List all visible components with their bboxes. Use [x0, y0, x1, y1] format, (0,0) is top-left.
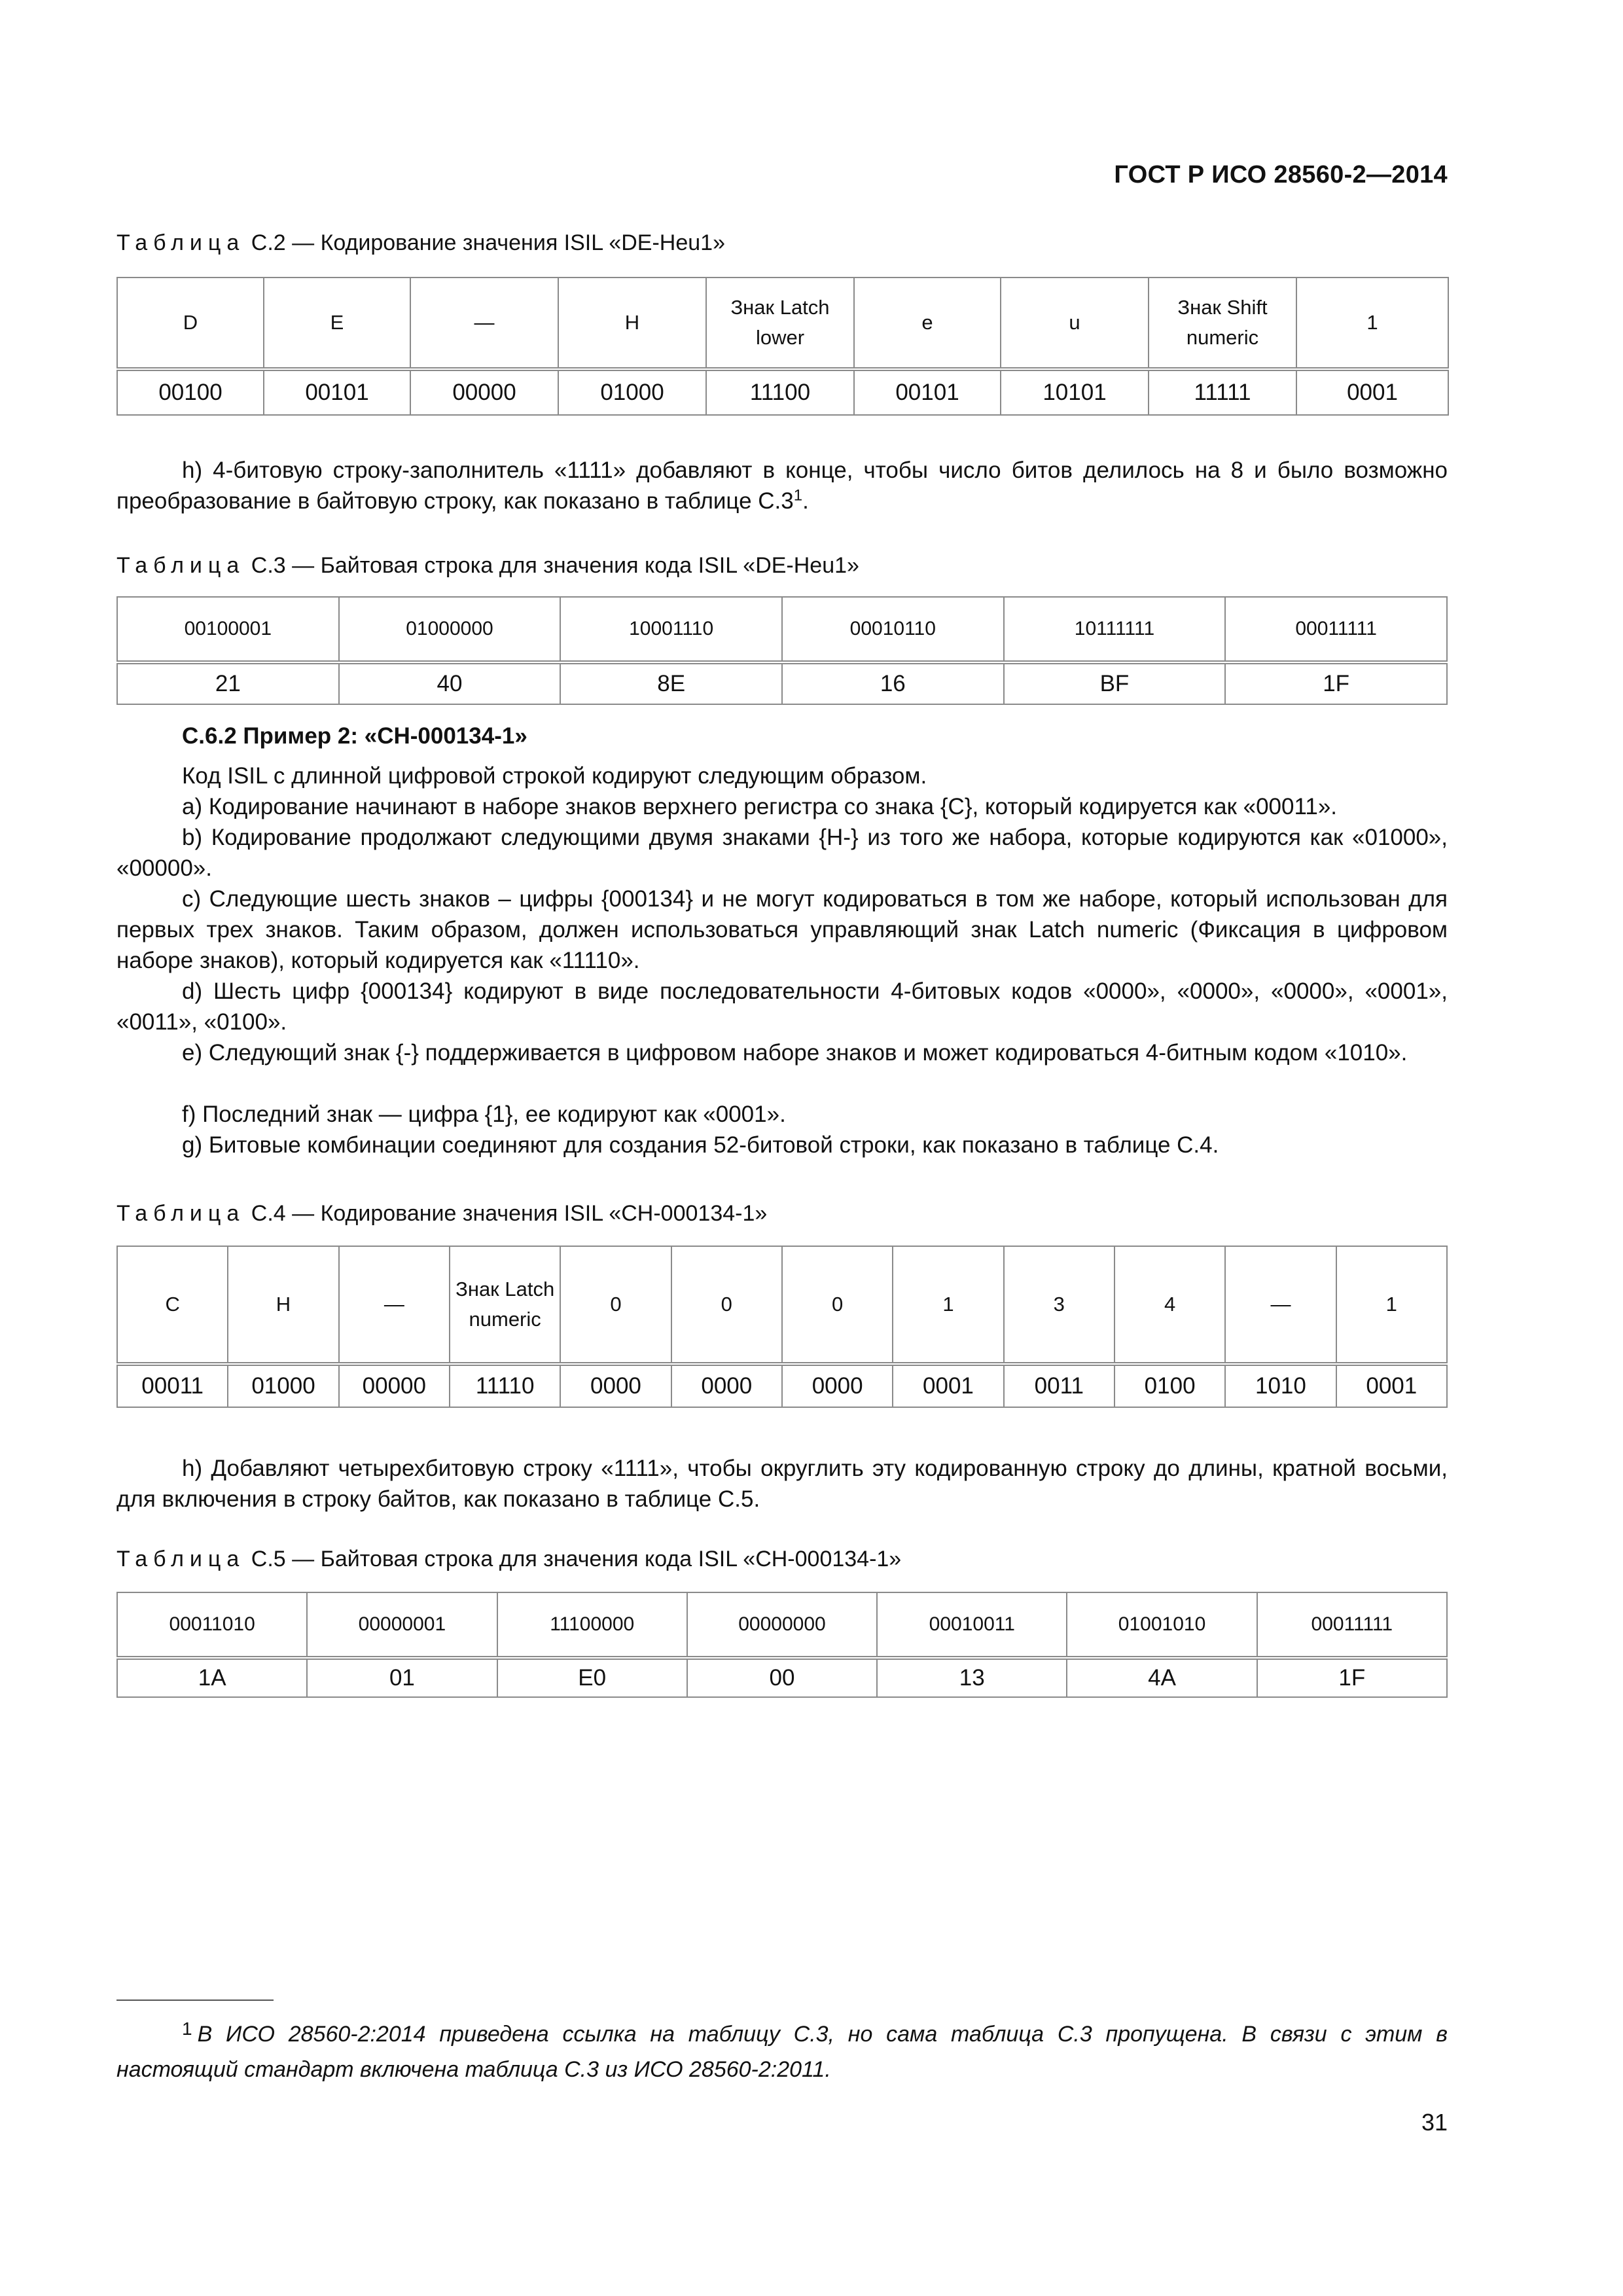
- table-header-row: [117, 597, 1447, 662]
- table-cell: 3: [1004, 1246, 1115, 1364]
- table-c3-caption: [116, 553, 859, 579]
- table-row: [117, 662, 1447, 704]
- table-cell: 11100: [706, 369, 854, 415]
- caption-text: С.3 — Байтовая строка для значения кода ISIL «DE-Heu1»: [251, 553, 859, 578]
- table-cell: 0: [671, 1246, 782, 1364]
- table-cell: 0000: [560, 1364, 671, 1407]
- table-c5: [116, 1592, 1448, 1698]
- footnote-reference: 1: [793, 486, 803, 505]
- table-cell: u: [1001, 278, 1149, 369]
- table-cell: 00000000: [687, 1592, 877, 1658]
- table-cell: 00011111: [1257, 1592, 1447, 1658]
- table-c3: [116, 596, 1448, 705]
- list-item-f: f) Последний знак — цифра {1}, ее кодируют как «0001».: [182, 1102, 786, 1127]
- table-cell: 11111: [1149, 369, 1296, 415]
- table-cell: BF: [1004, 662, 1226, 704]
- paragraph-h-padding: [116, 455, 1448, 516]
- table-cell: 16: [782, 662, 1004, 704]
- table-header-row: [117, 1246, 1447, 1364]
- table-cell: 0: [782, 1246, 893, 1364]
- table-c2: [116, 277, 1449, 416]
- table-cell: 11100000: [497, 1592, 687, 1658]
- table-cell: 10101: [1001, 369, 1149, 415]
- caption-label: Таблица: [116, 230, 245, 255]
- footnote: [116, 2017, 1448, 2087]
- table-cell: 11110: [450, 1364, 560, 1407]
- footnote-mark: 1: [182, 2018, 192, 2039]
- table-cell: Знак Latch lower: [706, 278, 854, 369]
- table-c4-caption: [116, 1201, 767, 1227]
- table-cell: 0011: [1004, 1364, 1115, 1407]
- table-cell: C: [117, 1246, 228, 1364]
- table-c5-caption: [116, 1547, 901, 1572]
- table-cell: —: [339, 1246, 450, 1364]
- table-cell: 1: [1296, 278, 1448, 369]
- table-cell: 00000001: [307, 1592, 497, 1658]
- table-cell: 00011010: [117, 1592, 307, 1658]
- table-cell: E: [264, 278, 410, 369]
- table-c4: [116, 1246, 1448, 1408]
- table-cell: E0: [497, 1658, 687, 1697]
- table-cell: 00101: [854, 369, 1001, 415]
- table-cell: 00100001: [117, 597, 339, 662]
- table-c2-caption: [116, 230, 725, 256]
- table-cell: 1F: [1225, 662, 1447, 704]
- table-cell: 01000: [228, 1364, 338, 1407]
- table-cell: 00100: [117, 369, 264, 415]
- table-cell: 00010011: [877, 1592, 1067, 1658]
- table-header-row: [117, 278, 1448, 369]
- table-cell: 1A: [117, 1658, 307, 1697]
- list-item-g: g) Битовые комбинации соединяют для создания 52-битовой строки, как показано в таблице С.4.: [182, 1132, 1219, 1158]
- table-cell: 0000: [671, 1364, 782, 1407]
- page-number: 31: [1421, 2109, 1448, 2136]
- caption-text: С.2 — Кодирование значения ISIL «DE-Heu1»: [251, 230, 725, 255]
- table-row: [117, 1364, 1447, 1407]
- table-cell: Знак Shift numeric: [1149, 278, 1296, 369]
- table-cell: D: [117, 278, 264, 369]
- caption-text: С.4 — Кодирование значения ISIL «CH-000134-1»: [251, 1201, 768, 1226]
- table-cell: 1: [893, 1246, 1003, 1364]
- table-cell: 4A: [1067, 1658, 1257, 1697]
- table-cell: 00010110: [782, 597, 1004, 662]
- table-header-row: [117, 1592, 1447, 1658]
- table-cell: 00: [687, 1658, 877, 1697]
- table-cell: 0100: [1115, 1364, 1225, 1407]
- table-cell: 0: [560, 1246, 671, 1364]
- table-cell: H: [558, 278, 706, 369]
- caption-text: С.5 — Байтовая строка для значения кода ISIL «CH-000134-1»: [251, 1547, 902, 1571]
- table-cell: 00101: [264, 369, 410, 415]
- list-item-c: c) Следующие шесть знаков – цифры {000134} и не могут кодироваться в том же наборе, который использован для первых трех знаков. Таким образом, должен использоваться управляющий знак Latch numeric (Фиксация в цифровом наборе знаков), который кодируется как «11110».: [116, 886, 1448, 973]
- caption-label: Таблица: [116, 1201, 245, 1226]
- paragraph-end: .: [802, 488, 809, 514]
- table-cell: 4: [1115, 1246, 1225, 1364]
- table-cell: 00000: [410, 369, 558, 415]
- document-header: ГОСТ Р ИСО 28560-2—2014: [1114, 161, 1448, 188]
- table-cell: 01: [307, 1658, 497, 1697]
- list-item-b: b) Кодирование продолжают следующими двумя знаками {H-} из того же набора, которые кодируются как «01000», «00000».: [116, 825, 1448, 881]
- footnote-divider: [116, 2000, 274, 2001]
- table-cell: 0001: [893, 1364, 1003, 1407]
- table-cell: 8E: [560, 662, 782, 704]
- table-cell: 0001: [1296, 369, 1448, 415]
- table-cell: 10001110: [560, 597, 782, 662]
- table-cell: Знак Latch numeric: [450, 1246, 560, 1364]
- table-cell: 0001: [1336, 1364, 1447, 1407]
- table-cell: 40: [339, 662, 561, 704]
- list-item-a: a) Кодирование начинают в наборе знаков верхнего регистра со знака {C}, который кодируется как «00011».: [182, 794, 1338, 819]
- table-cell: 00011: [117, 1364, 228, 1407]
- table-cell: 1F: [1257, 1658, 1447, 1697]
- table-cell: 01000000: [339, 597, 561, 662]
- table-cell: H: [228, 1246, 338, 1364]
- table-cell: 00011111: [1225, 597, 1447, 662]
- section-paragraph: Код ISIL с длинной цифровой строкой кодируют следующим образом.: [182, 763, 927, 789]
- table-cell: —: [410, 278, 558, 369]
- footnote-text: В ИСО 28560-2:2014 приведена ссылка на таблицу С.3, но сама таблица С.3 пропущена. В связи с этим в настоящий стандарт включена таблица С.3 из ИСО 28560-2:2011.: [116, 2022, 1448, 2082]
- table-cell: 21: [117, 662, 339, 704]
- section-title: С.6.2 Пример 2: «CH-000134-1»: [182, 723, 527, 749]
- table-cell: 01001010: [1067, 1592, 1257, 1658]
- table-row: [117, 1658, 1447, 1697]
- table-cell: 1010: [1225, 1364, 1336, 1407]
- table-cell: 13: [877, 1658, 1067, 1697]
- paragraph-text: h) 4-битовую строку-заполнитель «1111» добавляют в конце, чтобы число битов делилось на 8 и было возможно преобразование в байтовую строку, как показано в таблице С.3: [116, 457, 1448, 514]
- table-cell: 00000: [339, 1364, 450, 1407]
- paragraph-h-rounding: h) Добавляют четырехбитовую строку «1111», чтобы округлить эту кодированную строку до длины, кратной восьми, для включения в строку байтов, как показано в таблице С.5.: [116, 1456, 1448, 1512]
- table-cell: e: [854, 278, 1001, 369]
- list-item-d: d) Шесть цифр {000134} кодируют в виде последовательности 4-битовых кодов «0000», «0000», «0000», «0001», «0011», «0100».: [116, 978, 1448, 1035]
- list-item-e: e) Следующий знак {-} поддерживается в цифровом наборе знаков и может кодироваться 4-битным кодом «1010».: [182, 1040, 1408, 1066]
- table-cell: 0000: [782, 1364, 893, 1407]
- table-cell: 1: [1336, 1246, 1447, 1364]
- caption-label: Таблица: [116, 1547, 245, 1571]
- table-cell: —: [1225, 1246, 1336, 1364]
- table-cell: 10111111: [1004, 597, 1226, 662]
- caption-label: Таблица: [116, 553, 245, 578]
- table-row: [117, 369, 1448, 415]
- table-cell: 01000: [558, 369, 706, 415]
